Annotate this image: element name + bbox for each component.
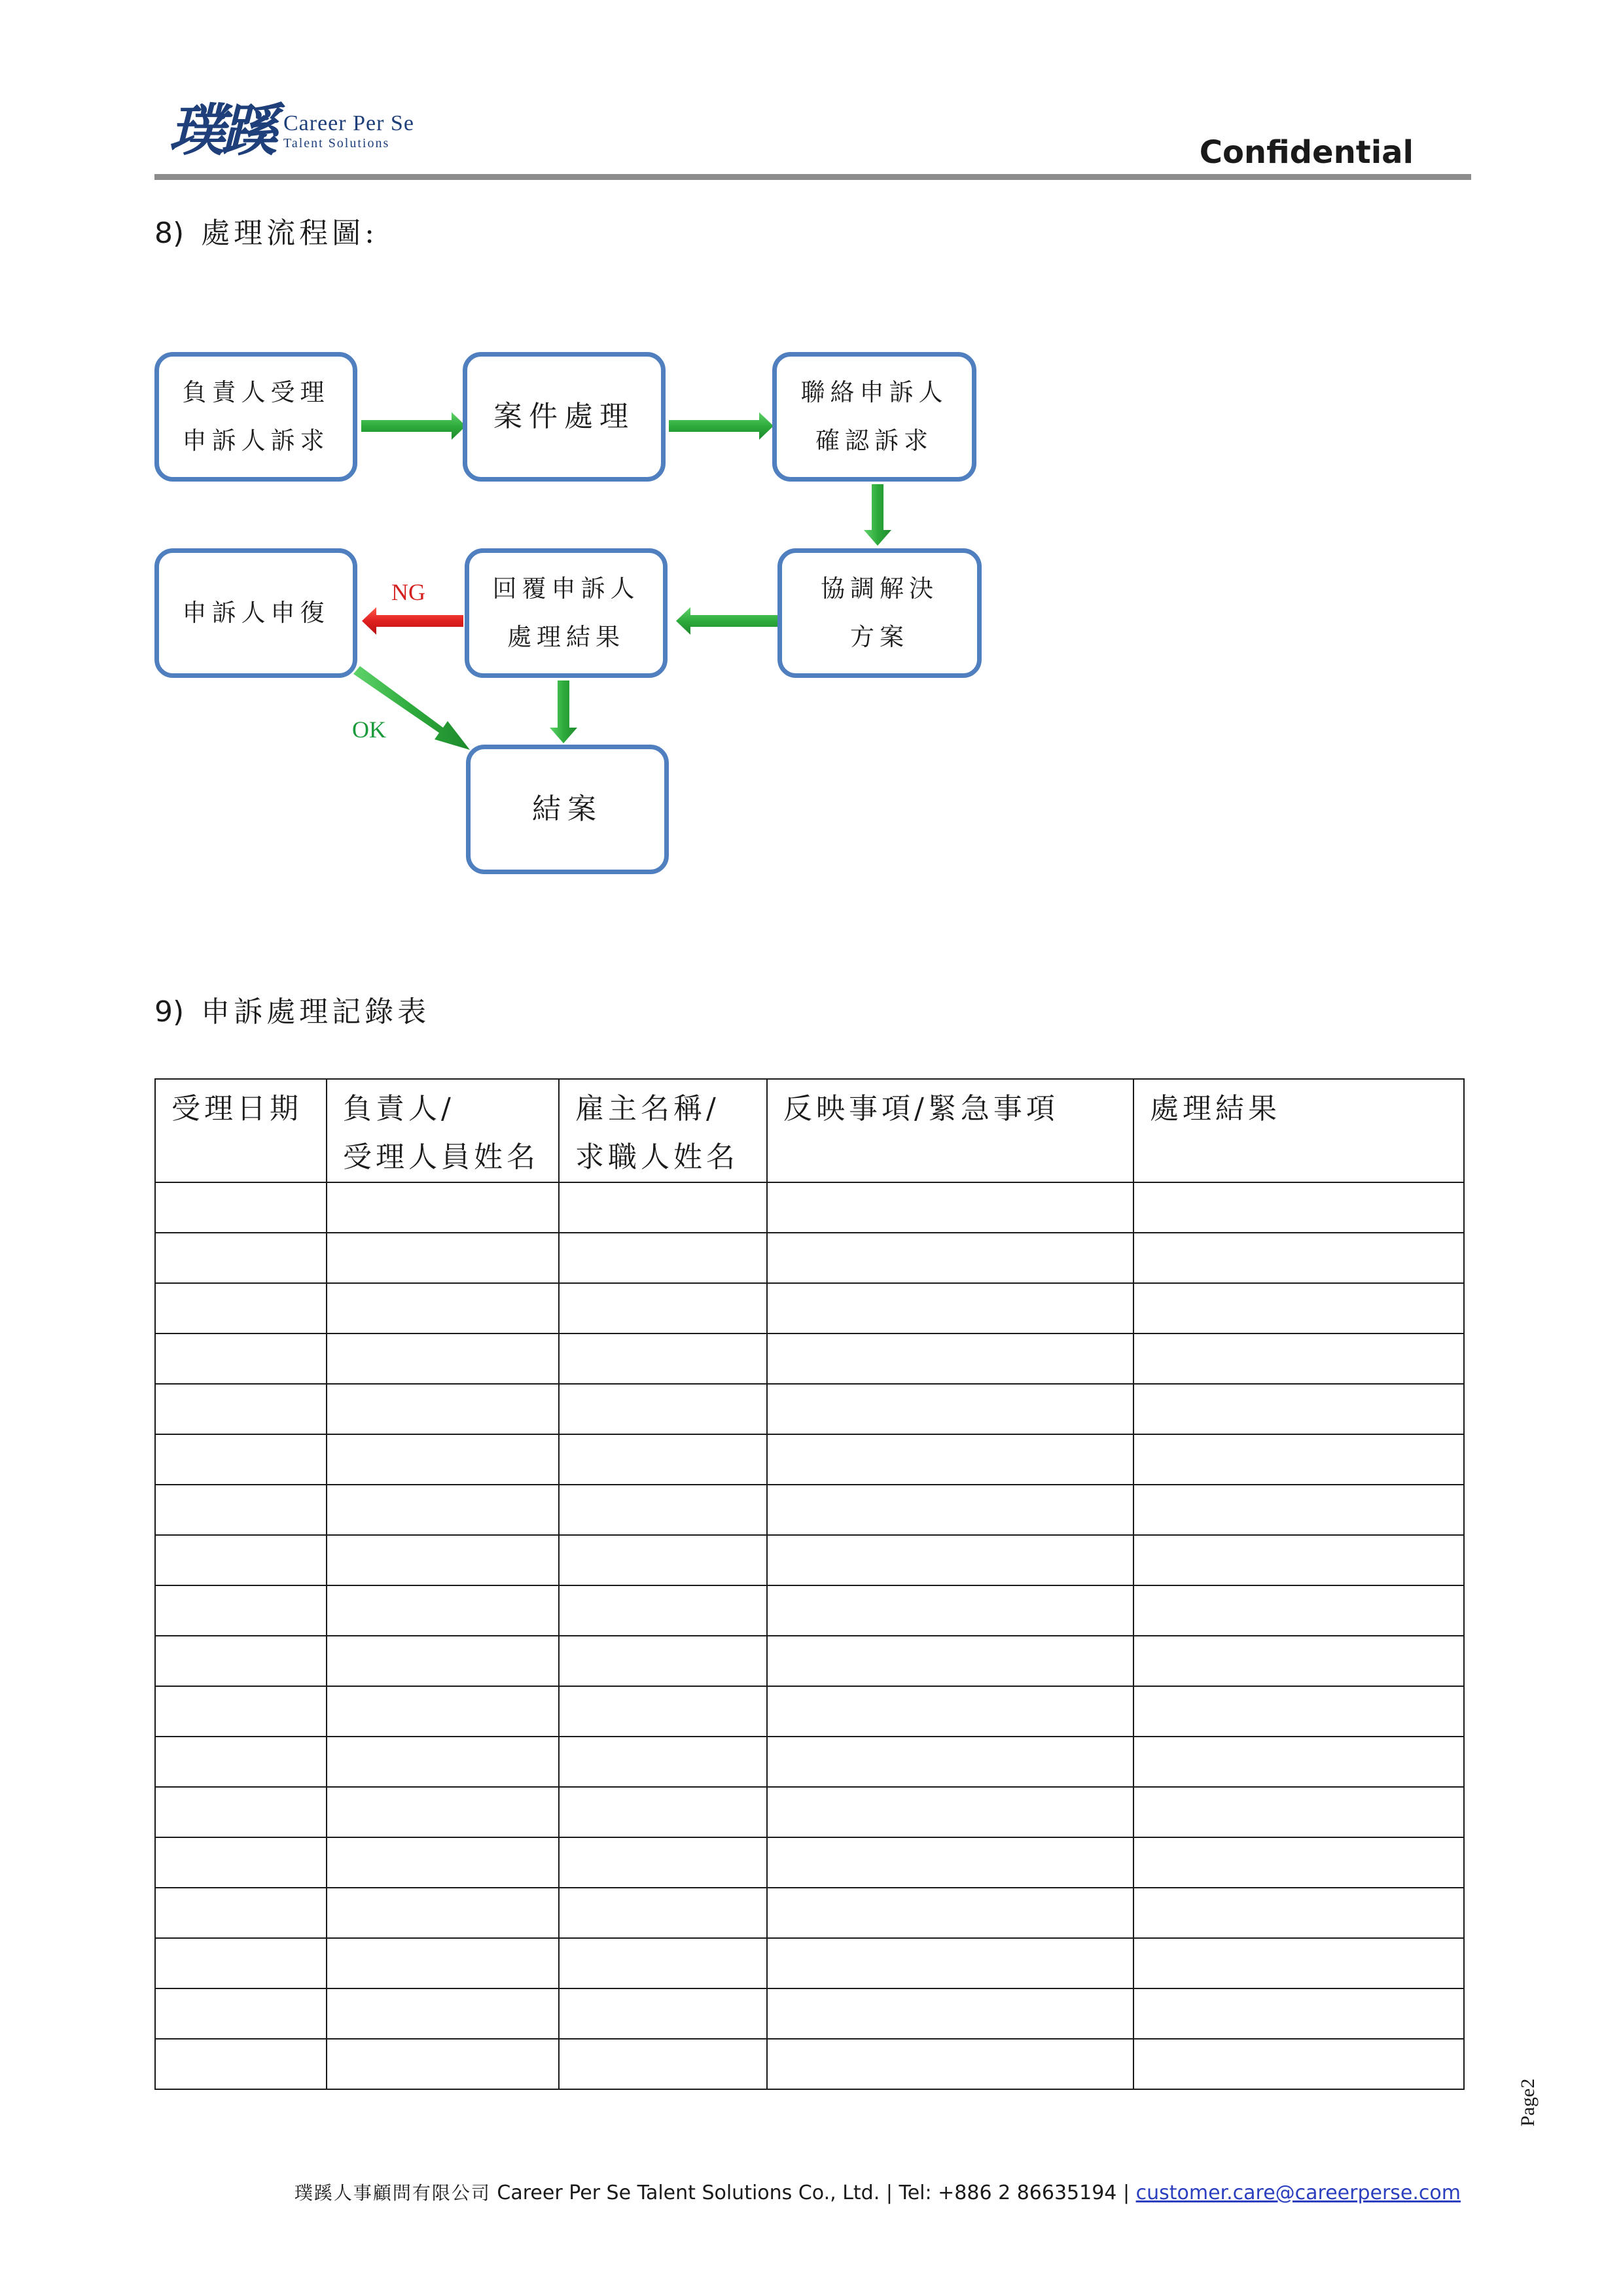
footer-separator-2: | [1122, 2181, 1130, 2204]
table-cell[interactable] [327, 1535, 559, 1585]
table-cell[interactable] [327, 1333, 559, 1384]
section-8-number: 8) [154, 217, 185, 250]
header-result-text: 處理結果 [1150, 1092, 1281, 1125]
table-cell[interactable] [327, 1988, 559, 2039]
table-cell[interactable] [327, 1434, 559, 1485]
table-row [155, 1737, 1464, 1787]
table-cell[interactable] [327, 2039, 559, 2089]
footer-tel: Tel: +886 2 86635194 [899, 2181, 1117, 2204]
ok-label: OK [352, 716, 386, 743]
section-8-title: 處理流程圖: [201, 217, 378, 250]
table-cell[interactable] [327, 1787, 559, 1837]
logo-line-2: Talent Solutions [283, 136, 390, 150]
table-row [155, 1333, 1464, 1384]
table-cell[interactable] [1133, 1333, 1464, 1384]
table-cell[interactable] [767, 1787, 1133, 1837]
table-cell[interactable] [767, 1585, 1133, 1636]
table-row [155, 1233, 1464, 1283]
table-row [155, 1636, 1464, 1686]
page-number: Page2 [1517, 2078, 1539, 2127]
table-cell[interactable] [767, 2039, 1133, 2089]
flow-node-contact-line-1: 聯絡申訴人 [800, 378, 948, 406]
table-row [155, 1837, 1464, 1888]
table-cell[interactable] [1133, 2039, 1464, 2089]
table-cell[interactable] [155, 1585, 327, 1636]
table-cell[interactable] [327, 1283, 559, 1333]
table-cell[interactable] [155, 1686, 327, 1737]
flow-node-coordinate-line-1: 協調解決 [821, 574, 938, 603]
table-cell[interactable] [1133, 1384, 1464, 1434]
table-cell[interactable] [327, 1837, 559, 1888]
arrow-case-to-contact [669, 412, 774, 440]
table-cell[interactable] [559, 1636, 767, 1686]
table-cell[interactable] [1133, 1787, 1464, 1837]
table-cell[interactable] [559, 2039, 767, 2089]
table-row [155, 1485, 1464, 1535]
table-cell[interactable] [327, 1686, 559, 1737]
header-reported-issue [767, 1079, 1133, 1182]
flow-node-coordinate-line-2: 方案 [850, 623, 909, 651]
table-row [155, 1283, 1464, 1333]
table-cell[interactable] [559, 1182, 767, 1233]
table-cell[interactable] [1133, 1888, 1464, 1938]
flow-node-reply-line-2: 處理結果 [507, 623, 625, 651]
flow-node-coordinate-solution [777, 548, 982, 678]
flow-node-contact-line-2: 確認訴求 [815, 427, 933, 455]
footer-email-link[interactable]: customer.care@careerperse.com [1135, 2181, 1461, 2204]
table-cell[interactable] [767, 1333, 1133, 1384]
table-cell[interactable] [327, 1888, 559, 1938]
ng-label: NG [391, 579, 425, 605]
table-cell[interactable] [767, 1182, 1133, 1233]
logo-line-1: Career Per Se [283, 111, 414, 135]
header-date-received-text: 受理日期 [171, 1092, 302, 1125]
table-row [155, 1988, 1464, 2039]
table-row [155, 1434, 1464, 1485]
table-cell[interactable] [559, 1535, 767, 1585]
header-result [1133, 1079, 1464, 1182]
header-date-received [155, 1079, 327, 1182]
footer-separator-1: | [885, 2181, 893, 2204]
table-cell[interactable] [767, 1686, 1133, 1737]
table-cell[interactable] [559, 1233, 767, 1283]
header-responsible-line-1: 負責人/ [343, 1092, 455, 1125]
table-cell[interactable] [559, 1837, 767, 1888]
table-row [155, 1686, 1464, 1737]
section-9-heading [154, 988, 430, 1030]
table-cell[interactable] [155, 1283, 327, 1333]
table-cell[interactable] [1133, 1233, 1464, 1283]
table-cell[interactable] [767, 1737, 1133, 1787]
header-responsible-line-2: 受理人員姓名 [343, 1140, 539, 1174]
table-cell[interactable] [767, 1535, 1133, 1585]
table-cell[interactable] [155, 1938, 327, 1988]
footer-company-en: Career Per Se Talent Solutions Co., Ltd. [497, 2181, 880, 2204]
table-row [155, 1182, 1464, 1233]
table-cell[interactable] [559, 1888, 767, 1938]
table-row [155, 2039, 1464, 2089]
table-cell[interactable] [1133, 1636, 1464, 1686]
table-cell[interactable] [155, 1333, 327, 1384]
flow-node-appeal-label: 申訴人申復 [182, 599, 330, 627]
section-9-number: 9) [154, 995, 185, 1029]
table-cell[interactable] [327, 1585, 559, 1636]
header-employer-line-2: 求職人姓名 [575, 1140, 739, 1174]
table-cell[interactable] [767, 1636, 1133, 1686]
table-cell[interactable] [559, 1938, 767, 1988]
arrow-intake-to-case [361, 412, 466, 440]
table-cell[interactable] [767, 1888, 1133, 1938]
table-cell[interactable] [327, 1485, 559, 1535]
table-cell[interactable] [1133, 1535, 1464, 1585]
table-cell[interactable] [327, 1233, 559, 1283]
table-cell[interactable] [559, 1384, 767, 1434]
table-cell[interactable] [155, 1988, 327, 2039]
table-cell[interactable] [767, 1837, 1133, 1888]
section-9-title: 申訴處理記錄表 [201, 995, 431, 1029]
table-cell[interactable] [1133, 1837, 1464, 1888]
logo-chinese-text: 璞蹊 [169, 97, 274, 164]
table-cell[interactable] [1133, 1182, 1464, 1233]
flow-node-reply-result [465, 548, 668, 678]
arrow-coordinate-to-reply [676, 607, 779, 635]
table-cell[interactable] [1133, 1485, 1464, 1535]
arrow-reply-to-appeal-ng [362, 607, 463, 635]
page-footer [294, 2179, 1461, 2205]
table-cell[interactable] [327, 1384, 559, 1434]
table-cell[interactable] [767, 1283, 1133, 1333]
table-cell[interactable] [327, 1636, 559, 1686]
table-cell[interactable] [1133, 1434, 1464, 1485]
table-cell[interactable] [155, 1787, 327, 1837]
table-row [155, 1535, 1464, 1585]
table-cell[interactable] [155, 1888, 327, 1938]
table-row [155, 1787, 1464, 1837]
header-employer-jobseeker [559, 1079, 767, 1182]
confidential-label: Confidential [1199, 134, 1414, 171]
table-cell[interactable] [155, 1233, 327, 1283]
arrow-contact-to-coordinate [864, 484, 891, 546]
table-cell[interactable] [1133, 1686, 1464, 1737]
table-cell[interactable] [1133, 1283, 1464, 1333]
flow-node-reply-line-1: 回覆申訴人 [492, 574, 640, 603]
flow-node-case-processing-label: 案件處理 [493, 400, 635, 433]
table-cell[interactable] [327, 1938, 559, 1988]
table-cell[interactable] [559, 1585, 767, 1636]
header-employer-line-1: 雇主名稱/ [575, 1092, 720, 1125]
table-cell[interactable] [767, 1384, 1133, 1434]
table-cell[interactable] [767, 1434, 1133, 1485]
table-cell[interactable] [559, 1988, 767, 2039]
table-cell[interactable] [559, 1283, 767, 1333]
table-cell[interactable] [559, 1333, 767, 1384]
table-cell[interactable] [155, 1737, 327, 1787]
flow-node-case-processing [463, 352, 666, 482]
flow-node-intake [154, 352, 357, 482]
table-body [155, 1182, 1464, 2089]
table-cell[interactable] [767, 1485, 1133, 1535]
table-cell[interactable] [155, 1636, 327, 1686]
table-cell[interactable] [767, 1938, 1133, 1988]
table-cell[interactable] [559, 1737, 767, 1787]
table-cell[interactable] [559, 1787, 767, 1837]
table-cell[interactable] [1133, 1988, 1464, 2039]
arrow-reply-to-close [550, 680, 577, 743]
flow-node-intake-line-1: 負責人受理 [182, 378, 330, 406]
table-cell[interactable] [559, 1485, 767, 1535]
flow-node-contact-complainant [772, 352, 976, 482]
table-row [155, 1888, 1464, 1938]
table-cell[interactable] [155, 2039, 327, 2089]
table-header-row [155, 1079, 1464, 1182]
header-reported-issue-text: 反映事項/緊急事項 [783, 1092, 1059, 1125]
table-cell[interactable] [155, 1182, 327, 1233]
flow-node-appeal [154, 548, 357, 678]
table-row [155, 1585, 1464, 1636]
table-row [155, 1938, 1464, 1988]
flow-node-intake-line-2: 申訴人訴求 [182, 427, 330, 455]
table-cell[interactable] [1133, 1585, 1464, 1636]
table-cell[interactable] [1133, 1737, 1464, 1787]
table-cell[interactable] [155, 1535, 327, 1585]
table-cell[interactable] [1133, 1938, 1464, 1988]
table-cell[interactable] [155, 1434, 327, 1485]
table-cell[interactable] [155, 1485, 327, 1535]
table-cell[interactable] [155, 1384, 327, 1434]
table-cell[interactable] [559, 1434, 767, 1485]
table-cell[interactable] [327, 1737, 559, 1787]
table-cell[interactable] [767, 1233, 1133, 1283]
table-cell[interactable] [767, 1988, 1133, 2039]
header-responsible-person [327, 1079, 559, 1182]
flow-node-case-closed [466, 745, 669, 874]
footer-company-cn: 璞蹊人事顧問有限公司 [294, 2182, 491, 2204]
table-cell[interactable] [155, 1837, 327, 1888]
table-row [155, 1384, 1464, 1434]
table-cell[interactable] [327, 1182, 559, 1233]
table-cell[interactable] [559, 1686, 767, 1737]
complaint-record-table [154, 1078, 1465, 2090]
flow-node-case-closed-label: 結案 [532, 792, 603, 826]
